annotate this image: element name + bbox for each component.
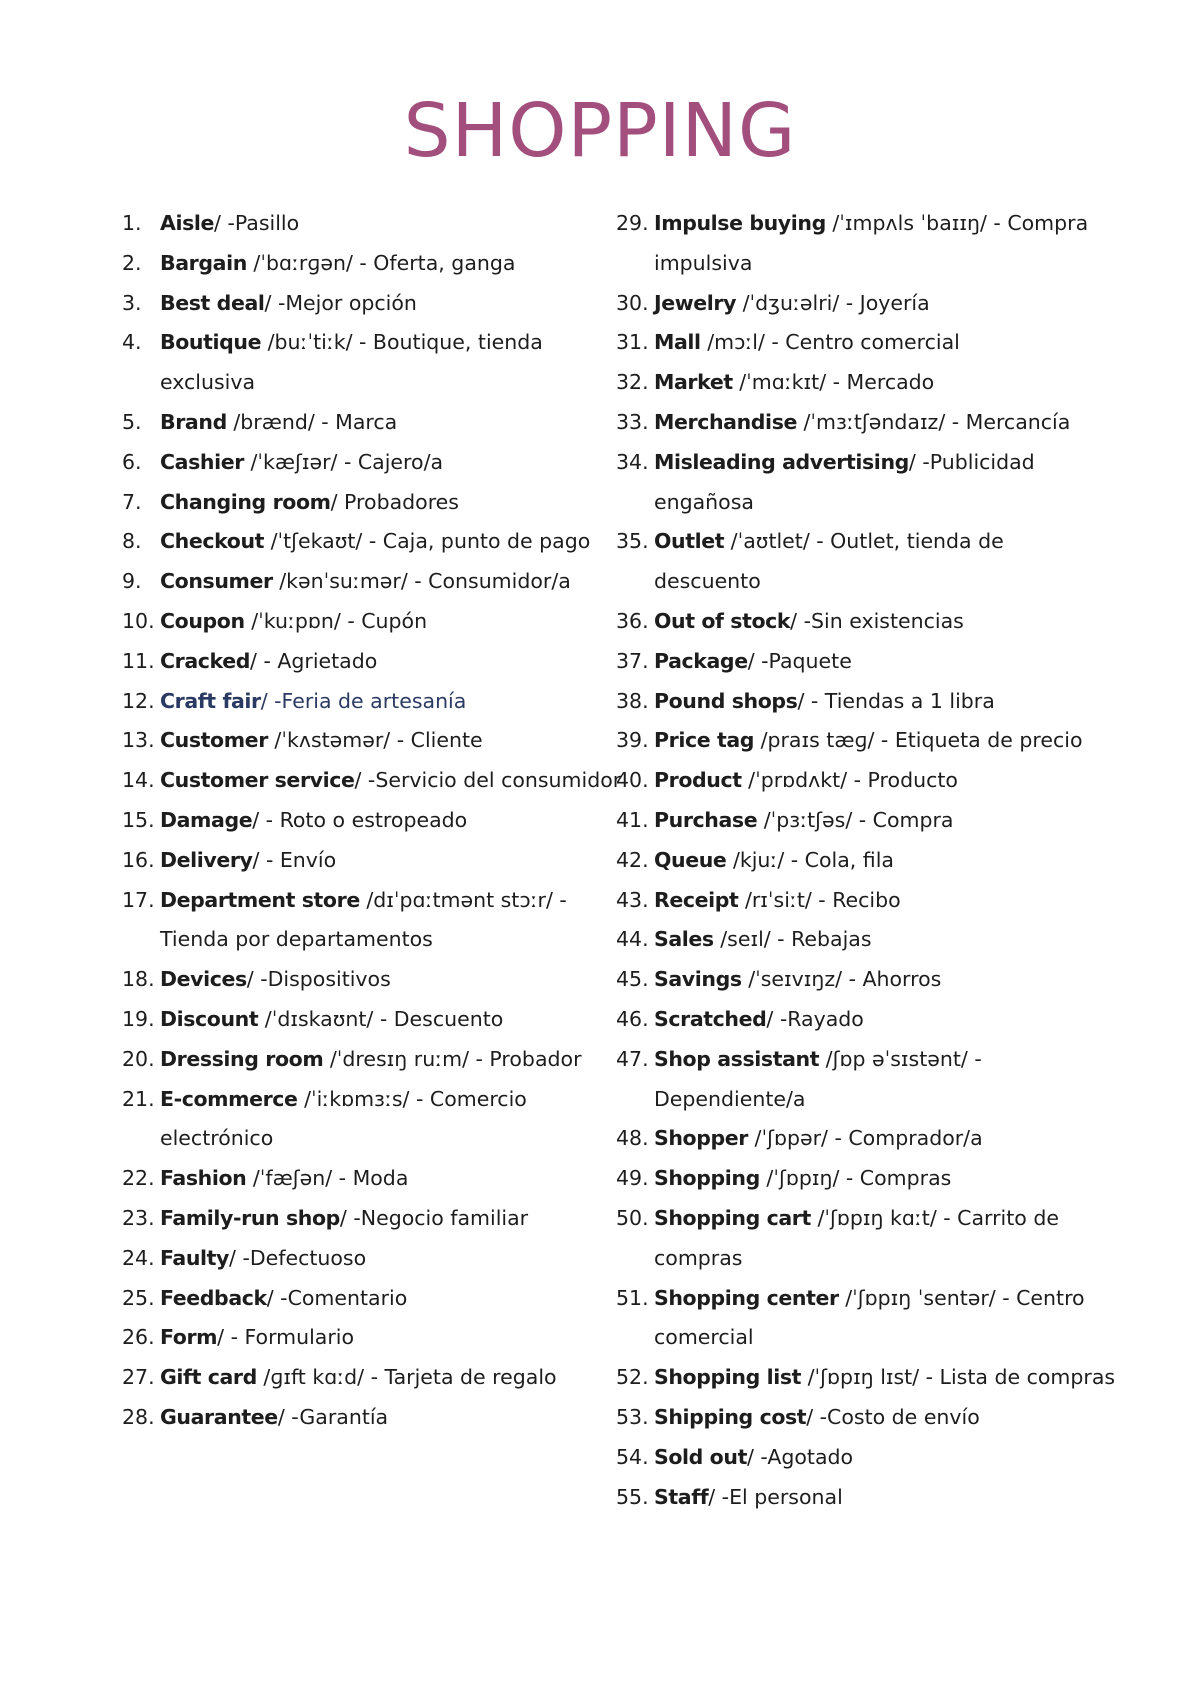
- vocabulary-entry: [122, 1040, 622, 1080]
- entry-term: Best deal: [160, 290, 265, 315]
- entry-translation: /ˈkæʃɪər/ - Cajero/a: [243, 449, 444, 474]
- vocabulary-entry: [122, 244, 622, 284]
- entry-translation: /ˈʃɒpər/ - Comprador/a: [748, 1126, 983, 1151]
- entry-translation: /ˈpɜːtʃəs/ - Compra: [757, 807, 954, 832]
- entry-term: Market: [654, 370, 733, 395]
- entry-translation: /dɪˈpɑːtmənt stɔːr/ - Tienda por departamentos: [160, 887, 567, 952]
- entry-translation: / - Formulario: [217, 1325, 355, 1350]
- entry-number: 17.: [122, 887, 155, 912]
- entry-term: Cracked: [160, 648, 251, 673]
- vocabulary-entry: [122, 522, 622, 562]
- vocabulary-entry: [122, 562, 622, 602]
- entry-translation: /rɪˈsiːt/ - Recibo: [738, 887, 901, 912]
- vocabulary-entry: [616, 403, 1116, 443]
- entry-translation: / -Rayado: [766, 1006, 864, 1031]
- entry-translation: /ˈʃɒpɪŋ ˈsentər/ - Centro comercial: [654, 1285, 1085, 1350]
- entry-number: 7.: [122, 489, 142, 514]
- entry-number: 23.: [122, 1205, 155, 1230]
- entry-translation: / -Agotado: [746, 1444, 854, 1469]
- vocabulary-entry: [616, 721, 1116, 761]
- entry-translation: /seɪl/ - Rebajas: [713, 927, 872, 952]
- vocabulary-entry: [616, 602, 1116, 642]
- vocabulary-entry: [616, 960, 1116, 1000]
- entry-number: 40.: [616, 768, 649, 793]
- vocabulary-entry: [122, 204, 622, 244]
- entry-number: 4.: [122, 330, 142, 355]
- vocabulary-entry: [616, 1119, 1116, 1159]
- entry-number: 2.: [122, 250, 142, 275]
- vocabulary-entry: [122, 642, 622, 682]
- vocabulary-entry: [122, 1159, 622, 1199]
- entry-translation: /ʃɒp əˈsɪstənt/ - Dependiente/a: [654, 1046, 982, 1111]
- entry-number: 11.: [122, 648, 155, 673]
- vocabulary-entry: [616, 1279, 1116, 1359]
- entry-term: Faulty: [160, 1245, 230, 1270]
- entry-number: 27.: [122, 1365, 155, 1390]
- vocabulary-entry: [616, 204, 1116, 284]
- entry-number: 52.: [616, 1365, 649, 1390]
- entry-number: 25.: [122, 1285, 155, 1310]
- entry-term: Shipping cost: [654, 1404, 807, 1429]
- vocabulary-entry: [122, 284, 622, 324]
- entry-translation: / -Sin existencias: [790, 608, 964, 633]
- entry-translation: /ˈʃɒpɪŋ/ - Compras: [759, 1166, 952, 1191]
- vocabulary-entry: [616, 801, 1116, 841]
- entry-translation: /ˈdɪskaʊnt/ - Descuento: [258, 1006, 504, 1031]
- entry-term: Discount: [160, 1006, 259, 1031]
- entry-translation: /ˈbɑːrɡən/ - Oferta, ganga: [246, 250, 516, 275]
- vocabulary-entry: [616, 1358, 1116, 1398]
- vocabulary-entry: [616, 642, 1116, 682]
- entry-term: Form: [160, 1325, 218, 1350]
- entry-translation: / - Envío: [252, 847, 337, 872]
- entry-number: 45.: [616, 967, 649, 992]
- vocabulary-entry: [122, 1000, 622, 1040]
- entry-term: Package: [654, 648, 748, 673]
- entry-translation: / Probadores: [330, 489, 459, 514]
- entry-term: Checkout: [160, 529, 265, 554]
- entry-term: Aisle: [160, 211, 215, 235]
- vocabulary-entry: [616, 363, 1116, 403]
- vocabulary-entry: [122, 841, 622, 881]
- entry-term: Shopping: [654, 1166, 760, 1191]
- entry-number: 19.: [122, 1006, 155, 1031]
- vocabulary-entry: [616, 323, 1116, 363]
- entry-number: 43.: [616, 887, 649, 912]
- entry-translation: / -Dispositivos: [246, 967, 391, 992]
- entry-number: 13.: [122, 728, 155, 753]
- entry-number: 31.: [616, 330, 649, 355]
- entry-number: 14.: [122, 768, 155, 793]
- entry-number: 36.: [616, 608, 649, 633]
- vocabulary-entry: [122, 801, 622, 841]
- vocabulary-entry: [122, 721, 622, 761]
- entry-translation: /ˈfæʃən/ - Moda: [246, 1166, 409, 1191]
- entry-number: 6.: [122, 449, 142, 474]
- entry-translation: /kənˈsuːmər/ - Consumidor/a: [272, 569, 571, 594]
- entry-translation: /ˈɪmpʌls ˈbaɪɪŋ/ - Compra impulsiva: [654, 211, 1089, 275]
- entry-term: Receipt: [654, 887, 739, 912]
- entry-term: Coupon: [160, 608, 245, 633]
- entry-number: 12.: [122, 688, 155, 713]
- entry-translation: /ˈdresɪŋ ruːm/ - Probador: [323, 1046, 582, 1071]
- entry-translation: /ˈiːkɒmɜːs/ - Comercio electrónico: [160, 1086, 527, 1151]
- entry-term: Cashier: [160, 449, 244, 474]
- vocabulary-list-left: [122, 204, 622, 1438]
- vocabulary-entry: [122, 1398, 622, 1438]
- entry-translation: /ˈmɑːkɪt/ - Mercado: [732, 370, 935, 395]
- entry-translation: / -Garantía: [277, 1404, 389, 1429]
- entry-number: 39.: [616, 728, 649, 753]
- entry-number: 38.: [616, 688, 649, 713]
- entry-term: Shopping center: [654, 1285, 839, 1310]
- entry-term: Family-run shop: [160, 1205, 340, 1230]
- entry-number: 44.: [616, 927, 649, 952]
- entry-number: 41.: [616, 807, 649, 832]
- entry-term: Scratched: [654, 1006, 767, 1031]
- entry-number: 33.: [616, 409, 649, 434]
- entry-term: Out of stock: [654, 608, 791, 633]
- entry-term: Shopping list: [654, 1365, 802, 1390]
- entry-translation: /buːˈtiːk/ - Boutique, tienda exclusiva: [160, 330, 543, 395]
- entry-term: Customer service: [160, 768, 355, 793]
- entry-term: E-commerce: [160, 1086, 298, 1111]
- entry-number: 32.: [616, 370, 649, 395]
- entry-translation: / -Feria de artesanía: [260, 688, 467, 713]
- entry-term: Boutique: [160, 330, 262, 355]
- entry-translation: / -Comentario: [266, 1285, 408, 1310]
- entry-number: 24.: [122, 1245, 155, 1270]
- entry-translation: / -Pasillo: [214, 211, 300, 235]
- entry-translation: / -Publicidad engañosa: [654, 449, 1035, 514]
- entry-term: Sales: [654, 927, 714, 952]
- entry-number: 10.: [122, 608, 155, 633]
- entry-translation: / - Roto o estropeado: [252, 807, 468, 832]
- entry-translation: /ˈaʊtlet/ - Outlet, tienda de descuento: [654, 529, 1004, 594]
- entry-term: Purchase: [654, 807, 758, 832]
- entry-translation: /ˈtʃekaʊt/ - Caja, punto de pago: [264, 529, 591, 554]
- entry-number: 34.: [616, 449, 649, 474]
- entry-number: 16.: [122, 847, 155, 872]
- vocabulary-entry: [122, 483, 622, 523]
- entry-number: 55.: [616, 1484, 649, 1509]
- entry-translation: /mɔːl/ - Centro comercial: [700, 330, 960, 355]
- entry-translation: / -Costo de envío: [806, 1404, 980, 1429]
- entry-term: Craft fair: [160, 688, 261, 713]
- entry-term: Shopper: [654, 1126, 749, 1151]
- entry-translation: /brænd/ - Marca: [226, 409, 398, 434]
- vocabulary-entry: [616, 1199, 1116, 1279]
- vocabulary-entry: [616, 761, 1116, 801]
- entry-number: 50.: [616, 1205, 649, 1230]
- entry-translation: / -Mejor opción: [264, 290, 417, 315]
- entry-number: 20.: [122, 1046, 155, 1071]
- entry-term: Price tag: [654, 728, 755, 753]
- entry-term: Pound shops: [654, 688, 798, 713]
- entry-term: Customer: [160, 728, 268, 753]
- entry-number: 8.: [122, 529, 142, 554]
- entry-number: 51.: [616, 1285, 649, 1310]
- entry-translation: / -El personal: [708, 1484, 843, 1509]
- vocabulary-entry: [122, 881, 622, 961]
- entry-translation: /ˈmɜːtʃəndaɪz/ - Mercancía: [797, 409, 1071, 434]
- entry-translation: /kjuː/ - Cola, fila: [726, 847, 894, 872]
- entry-number: 35.: [616, 529, 649, 554]
- entry-number: 21.: [122, 1086, 155, 1111]
- entry-translation: /ˈprɒdʌkt/ - Producto: [741, 768, 958, 793]
- entry-number: 30.: [616, 290, 649, 315]
- entry-term: Delivery: [160, 847, 253, 872]
- entry-term: Guarantee: [160, 1404, 278, 1429]
- vocabulary-entry: [122, 403, 622, 443]
- entry-term: Changing room: [160, 489, 331, 514]
- entry-number: 15.: [122, 807, 155, 832]
- entry-term: Fashion: [160, 1166, 247, 1191]
- vocabulary-entry: [122, 1199, 622, 1239]
- vocabulary-entry: [122, 761, 622, 801]
- entry-term: Queue: [654, 847, 727, 872]
- entry-term: Bargain: [160, 250, 247, 275]
- entry-term: Staff: [654, 1484, 709, 1509]
- vocabulary-entry: [616, 920, 1116, 960]
- entry-number: 1.: [122, 211, 142, 235]
- page-title: SHOPPING: [403, 88, 797, 174]
- entry-translation: / -Paquete: [747, 648, 852, 673]
- entry-number: 46.: [616, 1006, 649, 1031]
- entry-term: Savings: [654, 967, 742, 992]
- vocabulary-entry: [122, 1358, 622, 1398]
- vocabulary-entry: [122, 443, 622, 483]
- entry-translation: /ˈkuːpɒn/ - Cupón: [244, 608, 428, 633]
- entry-term: Sold out: [654, 1444, 747, 1469]
- entry-number: 53.: [616, 1404, 649, 1429]
- entry-term: Impulse buying: [654, 211, 826, 235]
- vocabulary-entry: [122, 1239, 622, 1279]
- vocabulary-entry: [122, 960, 622, 1000]
- entry-term: Shopping cart: [654, 1205, 811, 1230]
- entry-translation: / - Agrietado: [250, 648, 378, 673]
- entry-number: 5.: [122, 409, 142, 434]
- entry-term: Gift card: [160, 1365, 257, 1390]
- vocabulary-entry: [616, 1040, 1116, 1120]
- entry-term: Damage: [160, 807, 253, 832]
- entry-term: Feedback: [160, 1285, 267, 1310]
- vocabulary-entry: [122, 602, 622, 642]
- entry-term: Merchandise: [654, 409, 797, 434]
- entry-term: Shop assistant: [654, 1046, 820, 1071]
- entry-translation: / -Servicio del consumidor: [354, 768, 622, 793]
- entry-number: 37.: [616, 648, 649, 673]
- entry-translation: / -Defectuoso: [229, 1245, 367, 1270]
- entry-translation: / - Tiendas a 1 libra: [797, 688, 995, 713]
- entry-number: 28.: [122, 1404, 155, 1429]
- vocabulary-entry: [616, 284, 1116, 324]
- entry-number: 3.: [122, 290, 142, 315]
- vocabulary-entry: [122, 682, 622, 722]
- entry-translation: / -Negocio familiar: [339, 1205, 529, 1230]
- vocabulary-entry: [616, 1478, 1116, 1518]
- vocabulary-entry: [122, 1080, 622, 1160]
- entry-number: 22.: [122, 1166, 155, 1191]
- vocabulary-entry: [122, 323, 622, 403]
- vocabulary-entry: [616, 841, 1116, 881]
- entry-number: 47.: [616, 1046, 649, 1071]
- entry-number: 49.: [616, 1166, 649, 1191]
- entry-translation: /ˈkʌstəmər/ - Cliente: [267, 728, 483, 753]
- entry-term: Department store: [160, 887, 360, 912]
- entry-translation: /praɪs tæɡ/ - Etiqueta de precio: [754, 728, 1083, 753]
- entry-term: Product: [654, 768, 742, 793]
- entry-term: Dressing room: [160, 1046, 324, 1071]
- vocabulary-entry: [122, 1318, 622, 1358]
- entry-translation: /ˈseɪvɪŋz/ - Ahorros: [741, 967, 942, 992]
- entry-number: 9.: [122, 569, 142, 594]
- entry-number: 29.: [616, 211, 649, 235]
- vocabulary-entry: [616, 443, 1116, 523]
- entry-number: 42.: [616, 847, 649, 872]
- vocabulary-entry: [616, 881, 1116, 921]
- entry-term: Misleading advertising: [654, 449, 909, 474]
- vocabulary-entry: [616, 1159, 1116, 1199]
- entry-number: 18.: [122, 967, 155, 992]
- vocabulary-list-right: [616, 204, 1116, 1517]
- entry-term: Jewelry: [654, 290, 737, 315]
- vocabulary-entry: [616, 1398, 1116, 1438]
- entry-term: Brand: [160, 409, 227, 434]
- entry-translation: /ˈʃɒpɪŋ kɑːt/ - Carrito de compras: [654, 1205, 1059, 1270]
- entry-term: Devices: [160, 967, 247, 992]
- vocabulary-entry: [616, 682, 1116, 722]
- entry-number: 48.: [616, 1126, 649, 1151]
- entry-translation: /ˈdʒuːəlri/ - Joyería: [736, 290, 930, 315]
- vocabulary-entry: [122, 1279, 622, 1319]
- entry-number: 54.: [616, 1444, 649, 1469]
- entry-term: Mall: [654, 330, 701, 355]
- vocabulary-entry: [616, 1000, 1116, 1040]
- vocabulary-entry: [616, 1438, 1116, 1478]
- entry-term: Consumer: [160, 569, 273, 594]
- entry-translation: /ˈʃɒpɪŋ lɪst/ - Lista de compras: [801, 1365, 1116, 1390]
- entry-term: Outlet: [654, 529, 725, 554]
- entry-translation: /ɡɪft kɑːd/ - Tarjeta de regalo: [256, 1365, 557, 1390]
- entry-number: 26.: [122, 1325, 155, 1350]
- vocabulary-entry: [616, 522, 1116, 602]
